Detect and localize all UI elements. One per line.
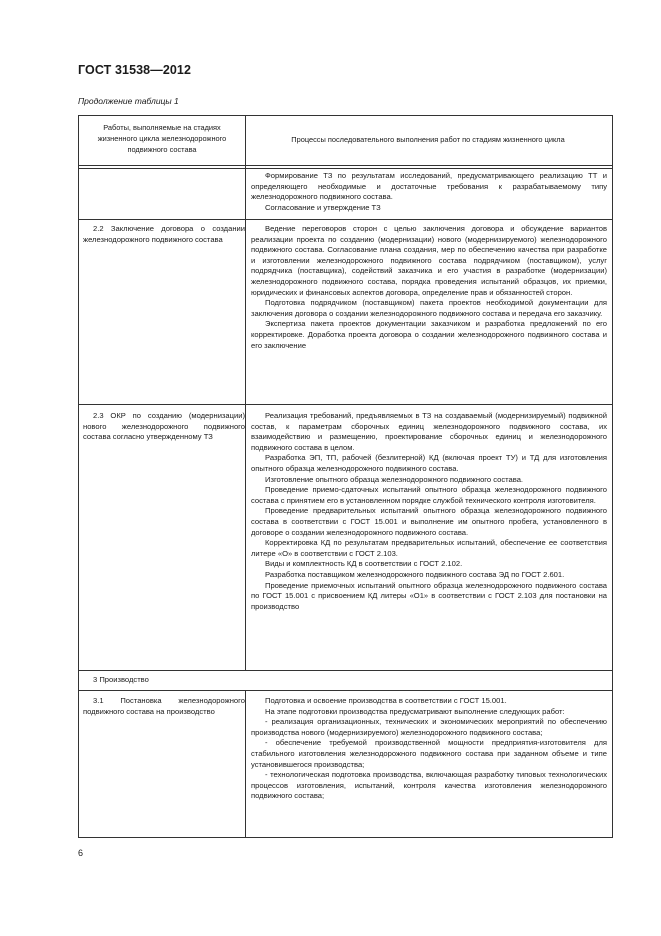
row-divider: [78, 670, 613, 671]
section-header-production: [83, 675, 603, 686]
paragraph: Разработка поставщиком железнодорожного подвижного состава ЭД по ГОСТ 2.601.: [265, 569, 565, 579]
table-border-top: [78, 115, 613, 116]
column-divider: [245, 690, 246, 837]
paragraph: - обеспечение требуемой производственной мощности предприятия-изготовителя для стабильного изготовления железнодорожного подвижного состава при заданном объеме и типе установившегося производства;: [251, 738, 607, 769]
paragraph: Формирование ТЗ по результатам исследований, предусматривающего реализацию ТТ и определяющего необходимые и достаточные требования к разрабатываемому типу железнодорожного подвижного состава.: [251, 171, 607, 202]
row-processes-3-1: [251, 696, 607, 802]
table-continuation-caption: Продолжение таблицы 1: [78, 96, 179, 106]
paragraph: - технологическая подготовка производства, включающая разработку типовых технологических процессов изготовления, испытаний, контроля качества изготовления железнодорожного подвижного состава;: [251, 770, 607, 801]
paragraph: Подготовка и освоение производства в соответствии с ГОСТ 15.001.: [265, 696, 507, 705]
paragraph: Виды и комплектность КД в соответствии с ГОСТ 2.102.: [265, 559, 463, 569]
column-divider: [245, 115, 246, 670]
page-number: 6: [78, 848, 84, 858]
table-border-bottom: [78, 837, 613, 838]
paragraph: Изготовление опытного образца железнодорожного подвижного состава.: [265, 474, 524, 484]
paragraph: Корректировка КД по результатам предварительных испытаний, обеспечение ее соответствия литере «О» в соответствии с ГОСТ 2.103.: [251, 538, 607, 558]
paragraph: На этапе подготовки производства предусматривают выполнение следующих работ:: [265, 706, 565, 716]
row-divider: [78, 219, 613, 220]
paragraph: Проведение приемочных испытаний опытного образца железнодорожного подвижного состава по ГОСТ 15.001 с присвоением КД литеры «О1» в соответствии с ГОСТ 2.103 для постановки на производство: [251, 580, 607, 611]
paragraph: Ведение переговоров сторон с целью заключения договора и обсуждение вариантов реализации проекта по созданию (модернизации) нового (модернизируемого) железнодорожного подвижного состава. Согласование плана создания, мер по обеспечению качества при разработке и изготовлении железнодорожного подвижного состава подрядчиком (поставщиком), услуг подрядчика (поставщика), содействий заказчика и его участия в разработке (модернизации) железнодорожного подвижного состава, порядка проведения испытаний образцов, их приемки, юридических и финансовых аспектов договора, определение прав и обязанностей сторон.: [251, 224, 607, 297]
header-bottom-rule: [78, 165, 613, 166]
document-title: ГОСТ 31538—2012: [78, 63, 192, 77]
row-processes-2-2: [251, 224, 607, 351]
column-header-works: Работы, выполняемые на стадиях жизненного цикла железнодорожного подвижного состава: [97, 123, 227, 154]
column-header-processes: Процессы последовательного выполнения работ по стадиям жизненного цикла: [291, 135, 565, 144]
row-work-3-1: [83, 696, 245, 717]
header-bottom-rule-double: [78, 168, 613, 169]
work-label: 2.3 ОКР по созданию (модернизации) нового железнодорожного подвижного состава согласно утвержденному ТЗ: [83, 411, 245, 442]
paragraph: Проведение предварительных испытаний опытного образца железнодорожного подвижного состава в соответствии с ГОСТ 15.001 и выполнение им опытного пробега, установленного в договоре о создании железнодорожного подвижного состава.: [251, 506, 607, 537]
work-label: 2.2 Заключение договора о создании железнодорожного подвижного состава: [83, 224, 245, 244]
paragraph: Реализация требований, предъявляемых в ТЗ на создаваемый (модернизируемый) подвижной состав, к параметрам сборочных единиц железнодорожного подвижного состава, их взаимодействию и размещению, проектирование сборочных единиц и железнодорожного подвижного состава в целом.: [251, 411, 607, 452]
row-divider: [78, 404, 613, 405]
row-work-2-3: [83, 411, 245, 443]
row-processes-2-3: [251, 411, 607, 612]
processes-table: [78, 115, 613, 838]
paragraph: - реализация организационных, технических и экономических мероприятий по обеспечению производства нового (модернизируемого) железнодорожного подвижного состава;: [251, 717, 607, 737]
section-label: 3 Производство: [93, 675, 149, 684]
paragraph: Проведение приемо-сдаточных испытаний опытного образца железнодорожного подвижного состава с принятием его в установленном порядке службой технического контроля изготовителя.: [251, 485, 607, 505]
row-work-2-2: [83, 224, 245, 245]
row-divider: [78, 690, 613, 691]
paragraph: Экспертиза пакета проектов документации заказчиком и разработка предложений по его корректировке. Доработка проекта договора о создании железнодорожного подвижного состава и его заключение: [251, 319, 607, 350]
table-border-left: [78, 115, 79, 838]
table-border-right: [612, 115, 613, 838]
row-processes-tz: [251, 171, 607, 213]
paragraph: Подготовка подрядчиком (поставщиком) пакета проектов необходимой документации для заключения договора о создании железнодорожного подвижного состава и передача его заказчику.: [251, 298, 607, 318]
paragraph: Разработка ЭП, ТП, рабочей (безлитерной) КД (включая проект ТУ) и ТД для изготовления опытного образца железнодорожного подвижного состава.: [251, 453, 607, 473]
work-label: 3.1 Постановка железнодорожного подвижного состава на производство: [83, 696, 245, 716]
paragraph: Согласование и утверждение ТЗ: [265, 202, 381, 212]
